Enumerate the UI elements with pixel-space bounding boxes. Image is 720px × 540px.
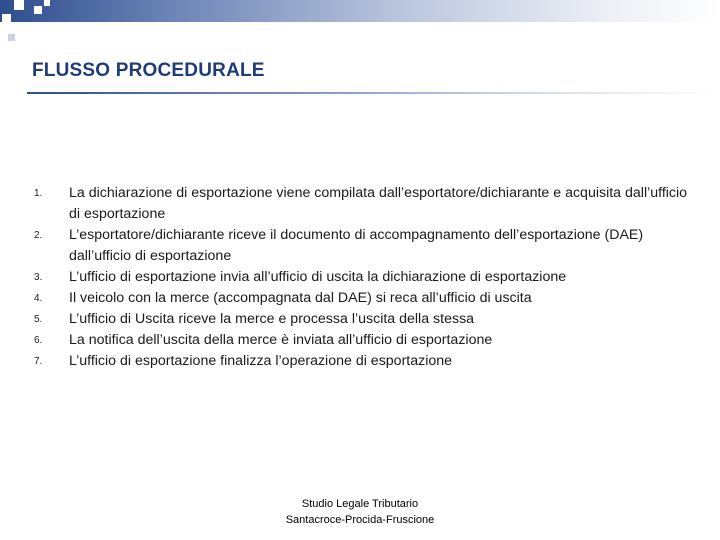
step-number: 5. (34, 314, 43, 325)
step-text: L’ufficio di Uscita riceve la merce e processa l’uscita della stessa (69, 311, 475, 327)
header-band (0, 0, 720, 22)
list-item (34, 225, 694, 267)
title-divider (27, 92, 720, 94)
step-number: 6. (34, 335, 43, 346)
step-text: La notifica dell’uscita della merce è inviata all’ufficio di esportazione (69, 332, 493, 348)
list-item (34, 330, 694, 351)
procedure-steps-list (34, 183, 694, 372)
step-number: 7. (34, 356, 43, 367)
footer (230, 496, 490, 528)
step-number: 1. (34, 188, 43, 199)
footer-line-firm: Studio Legale Tributario (301, 498, 419, 510)
footer-line-partners: Santacroce-Procida-Fruscione (285, 514, 435, 526)
step-text: L’ufficio di esportazione finalizza l’operazione di esportazione (69, 353, 453, 369)
list-item (34, 267, 694, 288)
step-text: Il veicolo con la merce (accompagnata dal DAE) si reca all’ufficio di uscita (69, 290, 532, 306)
decorative-squares (0, 0, 60, 48)
step-number: 3. (34, 272, 43, 283)
list-item (34, 183, 694, 225)
step-text: La dichiarazione di esportazione viene compilata dall’esportatore/dichiarante e acquisita dall’ufficio di esportazione (69, 185, 688, 222)
list-item (34, 309, 694, 330)
step-text: L’ufficio di esportazione invia all’ufficio di uscita la dichiarazione di esportazione (69, 269, 567, 285)
step-number: 4. (34, 293, 43, 304)
list-item (34, 288, 694, 309)
step-text: L’esportatore/dichiarante riceve il documento di accompagnamento dell’esportazione (DAE) dall’ufficio di esportazione (69, 227, 644, 264)
page-title: FLUSSO PROCEDURALE (32, 60, 265, 81)
step-number: 2. (34, 230, 43, 241)
list-item (34, 351, 694, 372)
